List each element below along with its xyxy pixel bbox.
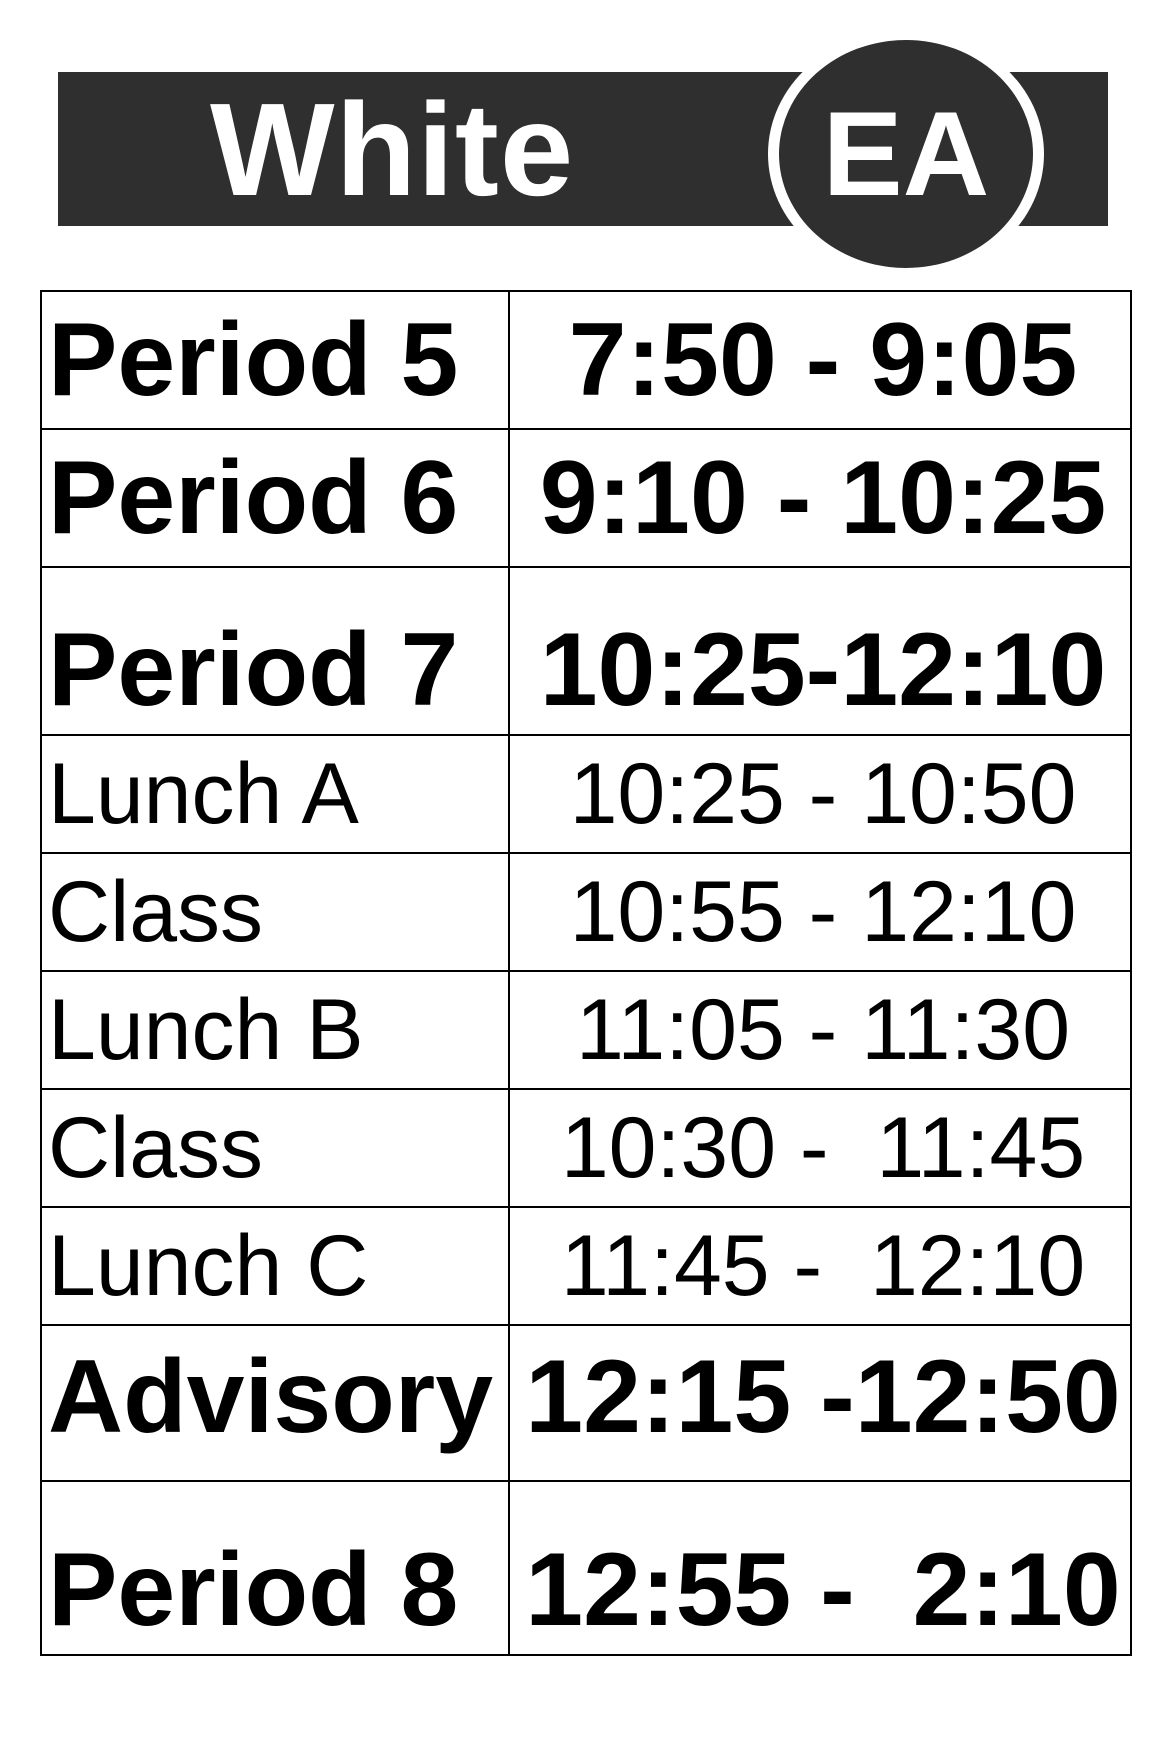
period-time: 11:05 - 11:30 [509, 971, 1131, 1089]
period-time: 12:15 -12:50 [509, 1325, 1131, 1481]
period-time: 9:10 - 10:25 [509, 429, 1131, 567]
schedule-table [40, 290, 1132, 1656]
period-label: Lunch A [41, 735, 509, 853]
period-label: Lunch B [41, 971, 509, 1089]
period-label: Period 8 [41, 1481, 509, 1655]
ea-badge: EA [779, 40, 1033, 268]
table-row [41, 971, 1131, 1089]
period-time: 7:50 - 9:05 [509, 291, 1131, 429]
table-row [41, 1325, 1131, 1481]
period-label: Class [41, 853, 509, 971]
table-row [41, 735, 1131, 853]
table-row [41, 1207, 1131, 1325]
header-title: White [210, 76, 575, 223]
table-row [41, 429, 1131, 567]
period-time: 10:55 - 12:10 [509, 853, 1131, 971]
period-time: 10:25-12:10 [509, 567, 1131, 735]
period-label: Lunch C [41, 1207, 509, 1325]
table-row [41, 1089, 1131, 1207]
period-label: Advisory [41, 1325, 509, 1481]
table-row [41, 1481, 1131, 1655]
period-label: Period 5 [41, 291, 509, 429]
period-time: 11:45 - 12:10 [509, 1207, 1131, 1325]
period-label: Period 6 [41, 429, 509, 567]
period-time: 12:55 - 2:10 [509, 1481, 1131, 1655]
period-label: Period 7 [41, 567, 509, 735]
period-label: Class [41, 1089, 509, 1207]
period-time: 10:25 - 10:50 [509, 735, 1131, 853]
table-row [41, 853, 1131, 971]
table-row [41, 291, 1131, 429]
period-time: 10:30 - 11:45 [509, 1089, 1131, 1207]
table-row [41, 567, 1131, 735]
